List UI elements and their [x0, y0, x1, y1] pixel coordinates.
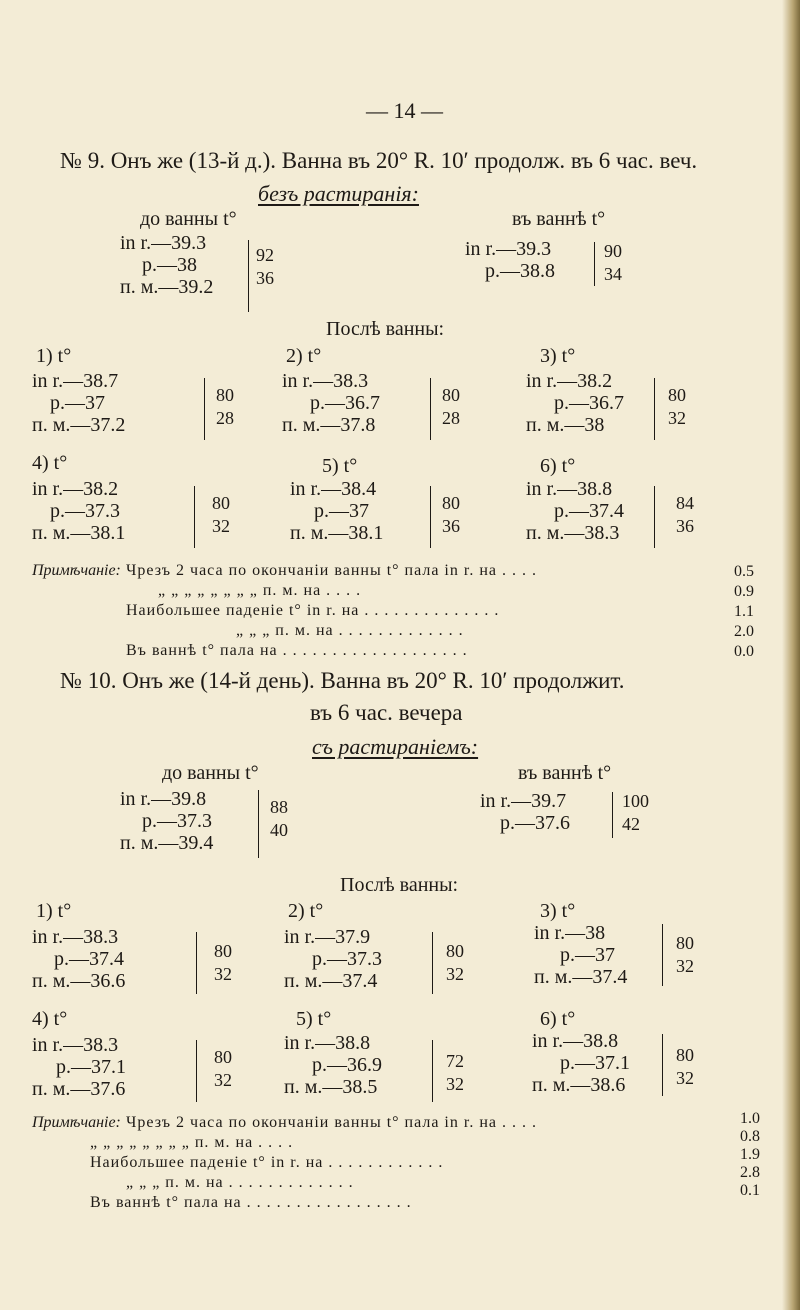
pulse-pair	[676, 1044, 694, 1090]
pulse-value: 32	[212, 516, 230, 536]
note-line: Наибольшее паденіе t° in r. на . . . . . . . . . . . .	[90, 1154, 444, 1171]
case10-during-label: въ ваннѣ t°	[518, 762, 612, 784]
reading-number: 2) t°	[288, 900, 324, 922]
value-line: p.—37.1	[56, 1056, 126, 1078]
pulse-value: 32	[214, 1070, 232, 1090]
value-line: п. м.—37.4	[284, 970, 378, 992]
divider	[196, 932, 197, 994]
reading-number: 5) t°	[296, 1008, 332, 1030]
pulse-pair	[212, 492, 230, 538]
value-line: п. м.—38.1	[32, 522, 126, 544]
pulse-pair	[442, 384, 460, 430]
value-line: п. м.—37.2	[32, 414, 126, 436]
pulse-value: 80	[668, 385, 686, 405]
value-line: p.—37.4	[554, 500, 624, 522]
divider	[248, 240, 249, 312]
reading-values	[32, 370, 125, 436]
pulse-value: 100	[622, 791, 649, 811]
pulse-value: 42	[622, 814, 640, 834]
divider	[430, 486, 431, 548]
case9-after-label: Послѣ ванны:	[326, 318, 445, 340]
pulse-value: 80	[446, 941, 464, 961]
note-value: 1.0	[740, 1110, 760, 1127]
note-value: 0.5	[734, 563, 754, 580]
note-value: 0.8	[740, 1128, 760, 1145]
value-line: p.—37	[560, 944, 615, 966]
reading-values	[32, 926, 125, 992]
pulse-value: 80	[216, 385, 234, 405]
case10-before-values	[120, 788, 213, 854]
pulse-pair	[676, 492, 694, 538]
value-line: in r.—39.8	[120, 788, 207, 810]
value-line: p.—37	[50, 392, 105, 414]
value-line: p.—37.3	[50, 500, 120, 522]
case9-note-values	[734, 562, 754, 662]
reading-number: 2) t°	[286, 345, 322, 367]
note-line: Чрезъ 2 часа по окончаніи ванны t° пала in r. на . . . .	[126, 562, 537, 579]
note-line: Въ ваннѣ t° пала на . . . . . . . . . . . . . . . . . . .	[126, 642, 468, 659]
note-value: 0.9	[734, 583, 754, 600]
divider	[654, 378, 655, 440]
pulse-value: 32	[676, 1068, 694, 1088]
pulse-pair	[446, 940, 464, 986]
pulse-value: 88	[270, 797, 288, 817]
note-value: 0.1	[740, 1182, 760, 1199]
reading-values	[284, 926, 382, 992]
pulse-pair	[442, 492, 460, 538]
reading-values	[32, 1034, 126, 1100]
pulse-value: 36	[256, 268, 274, 288]
reading-number: 3) t°	[540, 345, 576, 367]
value-line: in r.—39.3	[120, 232, 207, 254]
case9-subtitle: безъ растиранія:	[258, 181, 419, 206]
value-line: p.—37.3	[142, 810, 212, 832]
pulse-value: 34	[604, 264, 622, 284]
page-edge	[782, 0, 800, 1310]
case9-during-pulse	[604, 240, 622, 286]
case9-before-pulse	[256, 244, 274, 290]
divider	[432, 932, 433, 994]
value-line: п. м.—38.6	[532, 1074, 626, 1096]
case9-header: № 9. Онъ же (13-й д.). Ванна въ 20° R. 10′ продолж. въ 6 час. веч.	[60, 148, 698, 173]
reading-number: 4) t°	[32, 452, 68, 474]
reading-values	[290, 478, 383, 544]
value-line: in r.—38.3	[282, 370, 369, 392]
case9-before-label: до ванны t°	[140, 208, 237, 230]
pulse-value: 80	[442, 493, 460, 513]
reading-number: 1) t°	[36, 345, 72, 367]
case10-during-values	[480, 790, 570, 834]
note-line: Въ ваннѣ t° пала на . . . . . . . . . . . . . . . . .	[90, 1194, 412, 1211]
pulse-pair	[668, 384, 686, 430]
value-line: п. м.—38	[526, 414, 605, 436]
case9-during-label: въ ваннѣ t°	[512, 208, 606, 230]
pulse-value: 36	[442, 516, 460, 536]
reading-values	[32, 478, 125, 544]
case10-during-pulse	[622, 790, 649, 836]
note-line: „ „ „ п. м. на . . . . . . . . . . . . .	[126, 1174, 354, 1191]
reading-number: 3) t°	[540, 900, 576, 922]
pulse-value: 40	[270, 820, 288, 840]
value-line: p.—37.3	[312, 948, 382, 970]
pulse-pair	[446, 1050, 464, 1096]
value-line: п. м.—37.4	[534, 966, 628, 988]
divider	[196, 1040, 197, 1102]
divider	[594, 242, 595, 286]
value-line: in r.—38.4	[290, 478, 377, 500]
value-line: п. м.—38.3	[526, 522, 620, 544]
case9-before-values	[120, 232, 213, 298]
note-value: 0.0	[734, 643, 754, 660]
pulse-pair	[676, 932, 694, 978]
divider	[430, 378, 431, 440]
reading-values	[526, 370, 624, 436]
value-line: in r.—38.2	[526, 370, 613, 392]
value-line: п. м.—38.5	[284, 1076, 378, 1098]
divider	[612, 792, 613, 838]
pulse-value: 92	[256, 245, 274, 265]
note-line: Чрезъ 2 часа по окончаніи ванны t° пала in r. на . . . .	[126, 1114, 537, 1131]
value-line: in r.—39.7	[480, 790, 567, 812]
value-line: in r.—38.8	[284, 1032, 371, 1054]
note-line: „ „ „ „ „ „ „ „ п. м. на . . . .	[90, 1134, 294, 1151]
value-line: p.—37.1	[560, 1052, 630, 1074]
value-line: п. м.—36.6	[32, 970, 126, 992]
value-line: p.—37	[314, 500, 369, 522]
pulse-value: 84	[676, 493, 694, 513]
case10-after-label: Послѣ ванны:	[340, 874, 459, 896]
pulse-value: 32	[446, 1074, 464, 1094]
pulse-value: 80	[212, 493, 230, 513]
divider	[194, 486, 195, 548]
case10-header-line1: № 10. Онъ же (14-й день). Ванна въ 20° R. 10′ продолжит.	[60, 668, 625, 693]
reading-number: 4) t°	[32, 1008, 68, 1030]
pulse-value: 80	[214, 1047, 232, 1067]
note-line: Наибольшее паденіе t° in r. на . . . . . . . . . . . . . .	[126, 602, 500, 619]
note-value: 1.9	[740, 1146, 760, 1163]
divider	[432, 1040, 433, 1102]
case10-note-label: Примѣчаніе:	[32, 1114, 121, 1131]
value-line: p.—38.8	[485, 260, 555, 282]
value-line: п. м.—39.4	[120, 832, 214, 854]
reading-values	[282, 370, 380, 436]
value-line: in r.—38.7	[32, 370, 119, 392]
case9-note-label: Примѣчаніе:	[32, 562, 121, 579]
reading-number: 6) t°	[540, 455, 576, 477]
value-line: п. м.—38.1	[290, 522, 384, 544]
reading-number: 6) t°	[540, 1008, 576, 1030]
reading-number: 1) t°	[36, 900, 72, 922]
reading-values	[284, 1032, 382, 1098]
value-line: п. м.—37.8	[282, 414, 376, 436]
value-line: p.—37.6	[500, 812, 570, 834]
page-number: — 14 —	[366, 98, 443, 123]
note-value: 2.0	[734, 623, 754, 640]
pulse-value: 90	[604, 241, 622, 261]
pulse-pair	[214, 940, 232, 986]
pulse-pair	[216, 384, 234, 430]
reading-number: 5) t°	[322, 455, 358, 477]
divider	[204, 378, 205, 440]
value-line: п. м.—37.6	[32, 1078, 126, 1100]
value-line: in r.—38.3	[32, 926, 119, 948]
value-line: in r.—38.8	[532, 1030, 619, 1052]
note-value: 1.1	[734, 603, 754, 620]
divider	[662, 924, 663, 986]
pulse-value: 32	[676, 956, 694, 976]
divider	[662, 1034, 663, 1096]
pulse-value: 32	[668, 408, 686, 428]
value-line: in r.—38.8	[526, 478, 613, 500]
value-line: in r.—38.2	[32, 478, 119, 500]
value-line: p.—36.7	[554, 392, 624, 414]
case10-header-line2: въ 6 час. вечера	[310, 700, 463, 725]
value-line: in r.—38.3	[32, 1034, 119, 1056]
reading-values	[532, 1030, 630, 1096]
value-line: in r.—37.9	[284, 926, 371, 948]
pulse-value: 32	[446, 964, 464, 984]
reading-values	[526, 478, 624, 544]
value-line: p.—37.4	[54, 948, 124, 970]
case10-before-label: до ванны t°	[162, 762, 259, 784]
pulse-value: 28	[216, 408, 234, 428]
reading-values	[534, 922, 627, 988]
pulse-value: 36	[676, 516, 694, 536]
case10-before-pulse	[270, 796, 288, 842]
pulse-pair	[214, 1046, 232, 1092]
note-line: „ „ „ „ „ „ „ „ п. м. на . . . .	[158, 582, 362, 599]
case10-subtitle: съ растираніемъ:	[312, 734, 479, 759]
value-line: p.—36.7	[310, 392, 380, 414]
pulse-value: 80	[676, 933, 694, 953]
case9-during-values	[465, 238, 555, 282]
pulse-value: 32	[214, 964, 232, 984]
pulse-value: 72	[446, 1051, 464, 1071]
value-line: p.—36.9	[312, 1054, 382, 1076]
value-line: p.—38	[142, 254, 197, 276]
note-value: 2.8	[740, 1164, 760, 1181]
value-line: in r.—38	[534, 922, 606, 944]
divider	[258, 790, 259, 858]
pulse-value: 28	[442, 408, 460, 428]
value-line: п. м.—39.2	[120, 276, 214, 298]
pulse-value: 80	[676, 1045, 694, 1065]
pulse-value: 80	[214, 941, 232, 961]
divider	[654, 486, 655, 548]
value-line: in r.—39.3	[465, 238, 552, 260]
pulse-value: 80	[442, 385, 460, 405]
case10-note-values	[740, 1110, 760, 1200]
note-line: „ „ „ п. м. на . . . . . . . . . . . . .	[236, 622, 464, 639]
